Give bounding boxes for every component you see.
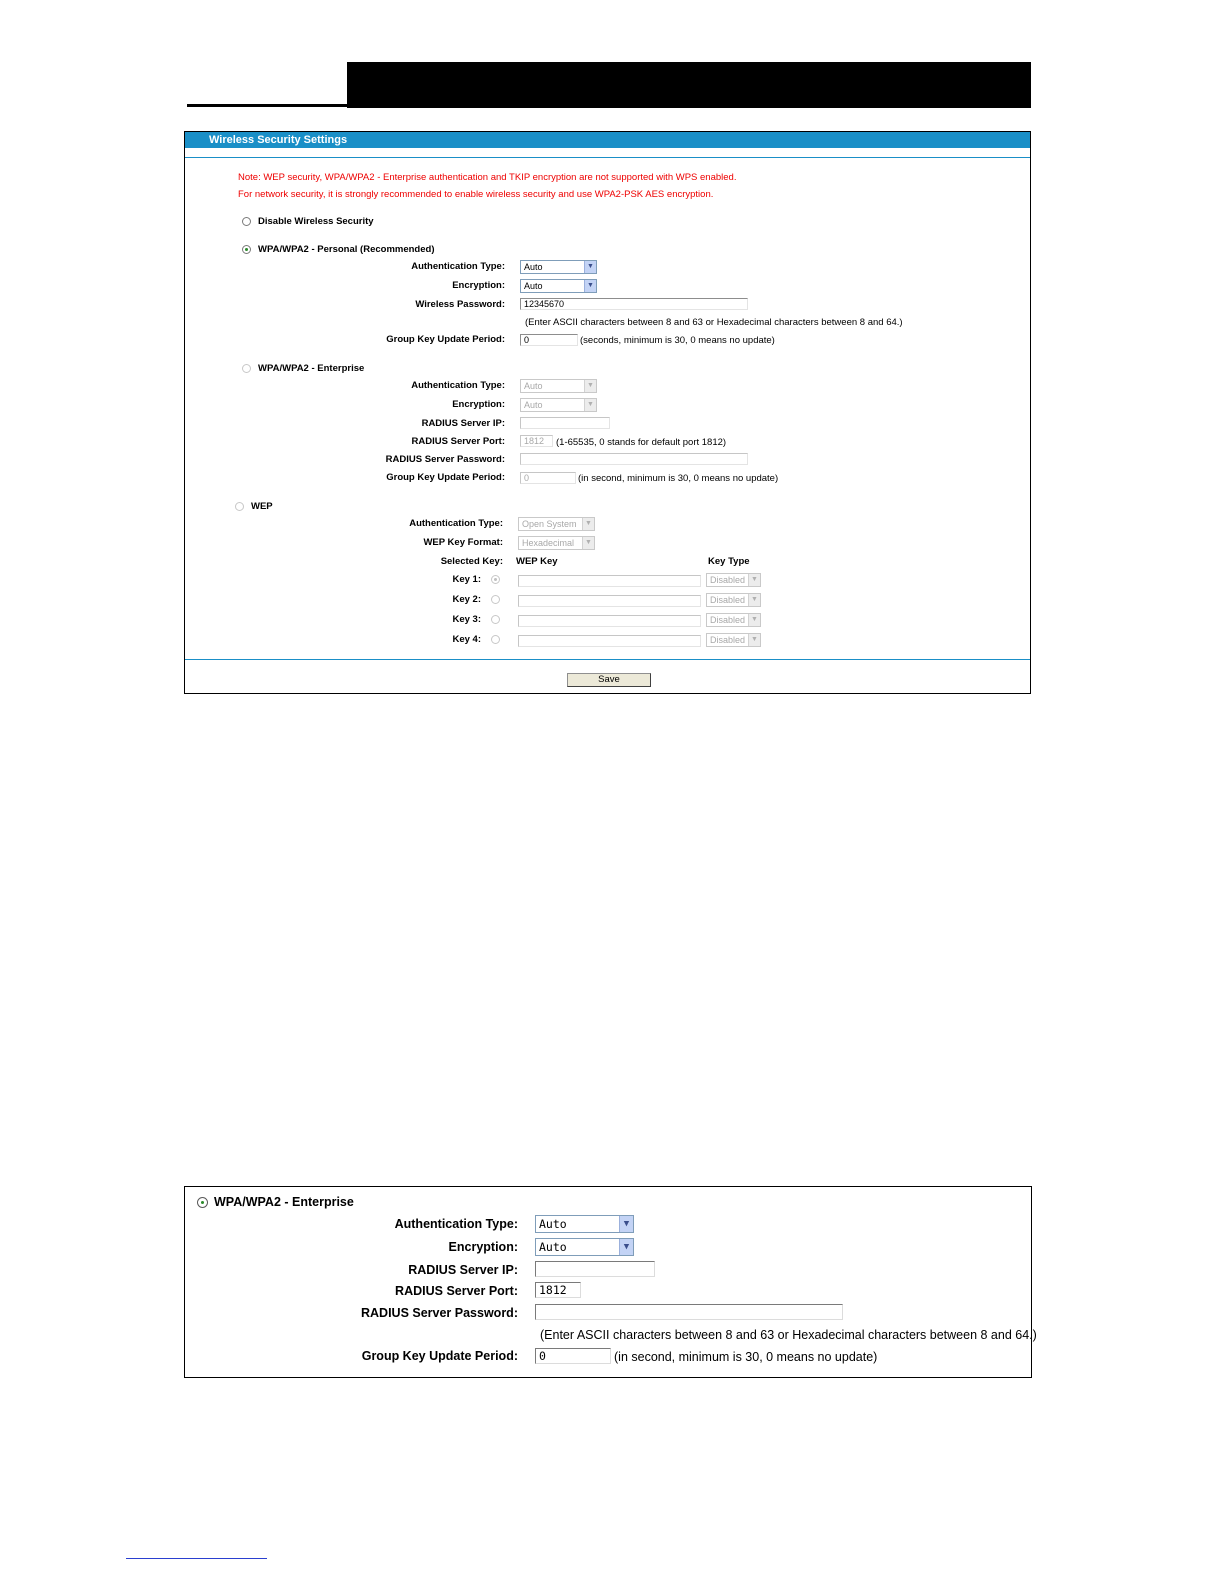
chevron-down-icon: ▼ [582,537,594,549]
personal-encryption-value: Auto [524,281,543,291]
radius-ip-label: RADIUS Server IP: [421,418,505,429]
detail-encryption-value: Auto [539,1240,567,1254]
key-3-radio[interactable] [491,615,500,624]
personal-group-key-hint: (seconds, minimum is 30, 0 means no update) [580,335,775,346]
wep-key-column-header: WEP Key [516,556,558,567]
wpa-enterprise-radio[interactable] [242,364,251,373]
chevron-down-icon: ▼ [619,1216,633,1232]
key-1-type-select[interactable] [706,573,761,587]
security-recommendation: For network security, it is strongly recommended to enable wireless security and use WPA2-PSK AES encryption. [238,189,714,200]
chevron-down-icon: ▼ [619,1239,633,1255]
key-1-input[interactable] [518,575,701,587]
wireless-password-label: Wireless Password: [415,299,505,310]
save-button[interactable]: Save [567,673,651,687]
radius-port-input[interactable]: 1812 [520,435,553,447]
detail-auth-type-select[interactable] [535,1215,634,1233]
key-1-type-value: Disabled [710,575,746,585]
key-4-radio[interactable] [491,635,500,644]
detail-password-hint: (Enter ASCII characters between 8 and 63 or Hexadecimal characters between 8 and 64.) [540,1328,1037,1342]
key-3-input[interactable] [518,615,701,627]
chevron-down-icon: ▼ [584,280,596,292]
key-3-type-value: Disabled [710,615,746,625]
key-2-type-value: Disabled [710,595,746,605]
wps-note: Note: WEP security, WPA/WPA2 - Enterprise authentication and TKIP encryption are not supported with WPS enabled. [238,172,737,183]
enterprise-group-key-label: Group Key Update Period: [386,472,505,483]
chevron-down-icon: ▼ [584,380,596,392]
key-4-type-value: Disabled [710,635,746,645]
panel-title: Wireless Security Settings [185,132,1030,148]
key-2-type-select[interactable] [706,593,761,607]
wireless-password-input[interactable]: 12345670 [520,298,748,310]
enterprise-auth-type-label: Authentication Type: [411,380,505,391]
header-bar [347,62,1031,108]
key-3-type-select[interactable] [706,613,761,627]
selected-key-label: Selected Key: [440,556,503,567]
chevron-down-icon: ▼ [748,574,760,586]
enterprise-auth-type-value: Auto [524,381,543,391]
enterprise-detail-label: WPA/WPA2 - Enterprise [214,1195,354,1209]
detail-radius-ip-input[interactable] [535,1261,655,1277]
enterprise-detail-panel [184,1186,1037,1378]
divider [185,157,1030,158]
key-4-type-select[interactable] [706,633,761,647]
password-hint: (Enter ASCII characters between 8 and 63 or Hexadecimal characters between 8 and 64.) [525,317,903,328]
wpa-personal-radio[interactable] [242,245,251,254]
detail-radius-port-label: RADIUS Server Port: [395,1284,518,1298]
wireless-security-panel [184,131,1031,694]
key-type-column-header: Key Type [708,556,750,567]
personal-encryption-label: Encryption: [452,280,505,291]
detail-group-key-label: Group Key Update Period: [361,1349,518,1363]
enterprise-group-key-hint: (in second, minimum is 30, 0 means no update) [578,473,779,484]
detail-radius-password-label: RADIUS Server Password: [360,1306,518,1320]
enterprise-auth-type-select[interactable] [520,379,597,393]
personal-auth-type-select[interactable] [520,260,597,274]
key-1-label: Key 1: [452,574,481,585]
personal-auth-type-value: Auto [524,262,543,272]
wep-key-format-label: WEP Key Format: [423,537,503,548]
detail-encryption-label: Encryption: [448,1240,518,1254]
enterprise-encryption-value: Auto [524,400,543,410]
key-3-label: Key 3: [452,614,481,625]
detail-auth-type-value: Auto [539,1217,567,1231]
personal-auth-type-label: Authentication Type: [411,261,505,272]
key-2-input[interactable] [518,595,701,607]
chevron-down-icon: ▼ [748,594,760,606]
wep-key-format-select[interactable] [518,536,595,550]
radius-ip-input[interactable] [520,417,610,429]
enterprise-encryption-select[interactable] [520,398,597,412]
key-1-radio[interactable] [491,575,500,584]
chevron-down-icon: ▼ [582,518,594,530]
personal-group-key-input[interactable]: 0 [520,334,578,346]
key-2-label: Key 2: [452,594,481,605]
detail-auth-type-label: Authentication Type: [394,1217,518,1231]
disable-security-label: Disable Wireless Security [258,216,374,227]
personal-group-key-label: Group Key Update Period: [386,334,505,345]
personal-encryption-select[interactable] [520,279,597,293]
wpa-enterprise-label: WPA/WPA2 - Enterprise [258,363,365,374]
enterprise-group-key-input[interactable]: 0 [520,472,576,484]
radius-password-input[interactable] [520,453,748,465]
divider [185,659,1030,660]
detail-radius-password-input[interactable] [535,1304,843,1320]
key-4-input[interactable] [518,635,701,647]
wep-auth-type-select[interactable] [518,517,595,531]
wpa-personal-label: WPA/WPA2 - Personal (Recommended) [258,244,435,255]
enterprise-encryption-label: Encryption: [452,399,505,410]
radius-password-label: RADIUS Server Password: [385,454,505,465]
chevron-down-icon: ▼ [748,634,760,646]
key-4-label: Key 4: [452,634,481,645]
detail-radius-ip-label: RADIUS Server IP: [408,1263,518,1277]
wep-key-format-value: Hexadecimal [522,538,575,548]
detail-encryption-select[interactable] [535,1238,634,1256]
disable-security-radio[interactable] [242,217,251,226]
chevron-down-icon: ▼ [584,399,596,411]
wep-auth-type-value: Open System [522,519,577,529]
detail-group-key-input[interactable]: 0 [535,1348,611,1364]
key-2-radio[interactable] [491,595,500,604]
wep-label: WEP [251,501,273,512]
chevron-down-icon: ▼ [748,614,760,626]
wep-auth-type-label: Authentication Type: [409,518,503,529]
radius-port-hint: (1-65535, 0 stands for default port 1812) [556,437,727,448]
wep-radio[interactable] [235,502,244,511]
detail-group-key-hint: (in second, minimum is 30, 0 means no update) [614,1350,878,1364]
radius-port-label: RADIUS Server Port: [411,436,505,447]
enterprise-detail-radio[interactable] [197,1197,208,1208]
chevron-down-icon: ▼ [584,261,596,273]
header-underline [187,104,347,107]
detail-radius-port-input[interactable]: 1812 [535,1282,581,1298]
footer-link-underline [126,1558,267,1559]
